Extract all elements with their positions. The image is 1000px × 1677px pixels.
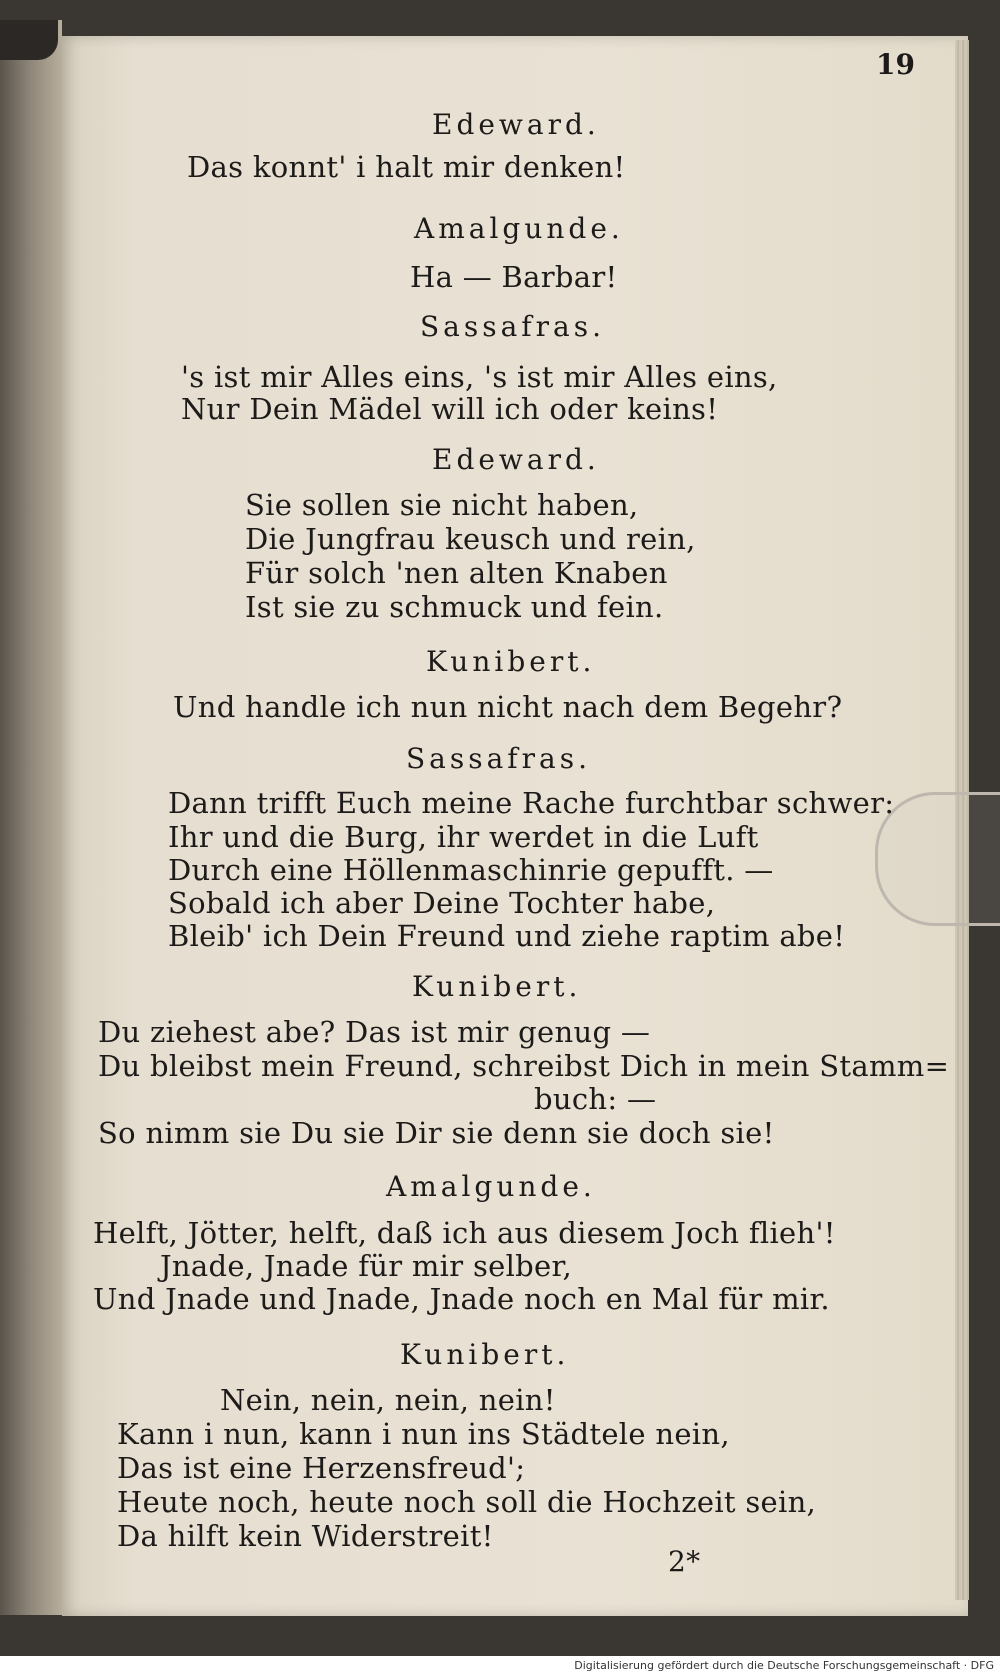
verse-line: Sie sollen sie nicht haben, bbox=[245, 488, 639, 522]
funding-credit: Digitalisierung gefördert durch die Deutsche Forschungsgemeinschaft · DFG bbox=[574, 1659, 994, 1672]
speaker-name: Kunibert. bbox=[426, 645, 596, 678]
verse-line: Jnade, Jnade für mir selber, bbox=[160, 1249, 572, 1283]
verse-line: Du ziehest abe? Das ist mir genug — bbox=[98, 1015, 651, 1049]
book-binding bbox=[0, 20, 58, 60]
verse-line: Durch eine Höllenmaschinrie gepufft. — bbox=[168, 853, 774, 887]
verse-line: Nur Dein Mädel will ich oder keins! bbox=[181, 392, 719, 426]
verse-line: Heute noch, heute noch soll die Hochzeit sein, bbox=[117, 1485, 817, 1519]
verse-line: Das ist eine Herzensfreud'; bbox=[117, 1451, 526, 1485]
verse-line: Kann i nun, kann i nun ins Städtele nein, bbox=[117, 1417, 730, 1451]
verse-line: Sobald ich aber Deine Tochter habe, bbox=[168, 886, 716, 920]
verse-line: Nein, nein, nein, nein! bbox=[220, 1383, 556, 1417]
verse-line: Für solch 'nen alten Knaben bbox=[245, 556, 668, 590]
verse-line: Die Jungfrau keusch und rein, bbox=[245, 522, 696, 556]
verse-line: So nimm sie Du sie Dir sie denn sie doch sie! bbox=[98, 1116, 775, 1150]
speaker-name: Kunibert. bbox=[412, 970, 582, 1003]
speaker-name: Amalgunde. bbox=[386, 1170, 596, 1203]
speaker-name: Kunibert. bbox=[400, 1338, 570, 1371]
verse-line: Da hilft kein Widerstreit! bbox=[117, 1519, 494, 1553]
verse-line: Du bleibst mein Freund, schreibst Dich in mein Stamm= bbox=[98, 1049, 950, 1083]
verse-line: buch: — bbox=[534, 1082, 657, 1116]
speaker-name: Edeward. bbox=[432, 108, 600, 141]
verse-line: Und Jnade und Jnade, Jnade noch en Mal für mir. bbox=[93, 1282, 830, 1316]
page-number: 19 bbox=[876, 48, 915, 81]
verse-line: Bleib' ich Dein Freund und ziehe raptim abe! bbox=[168, 919, 846, 953]
speaker-name: Sassafras. bbox=[420, 310, 606, 343]
signature-mark: 2* bbox=[668, 1545, 701, 1578]
speaker-name: Sassafras. bbox=[406, 742, 592, 775]
speaker-name: Edeward. bbox=[432, 443, 600, 476]
verse-line: Und handle ich nun nicht nach dem Begehr? bbox=[173, 690, 843, 724]
verse-line: Ihr und die Burg, ihr werdet in die Luft bbox=[168, 820, 759, 854]
verse-line: 's ist mir Alles eins, 's ist mir Alles eins, bbox=[181, 360, 778, 394]
verse-line: Helft, Jötter, helft, daß ich aus diesem Joch flieh'! bbox=[93, 1216, 836, 1250]
speaker-name: Amalgunde. bbox=[414, 212, 624, 245]
verse-line: Ha — Barbar! bbox=[410, 260, 618, 294]
verse-line: Das konnt' i halt mir denken! bbox=[187, 150, 626, 184]
footer-bar bbox=[0, 1656, 1000, 1677]
left-page-edge bbox=[0, 20, 62, 1615]
verse-line: Dann trifft Euch meine Rache furchtbar schwer: bbox=[168, 786, 895, 820]
verse-line: Ist sie zu schmuck und fein. bbox=[245, 590, 664, 624]
